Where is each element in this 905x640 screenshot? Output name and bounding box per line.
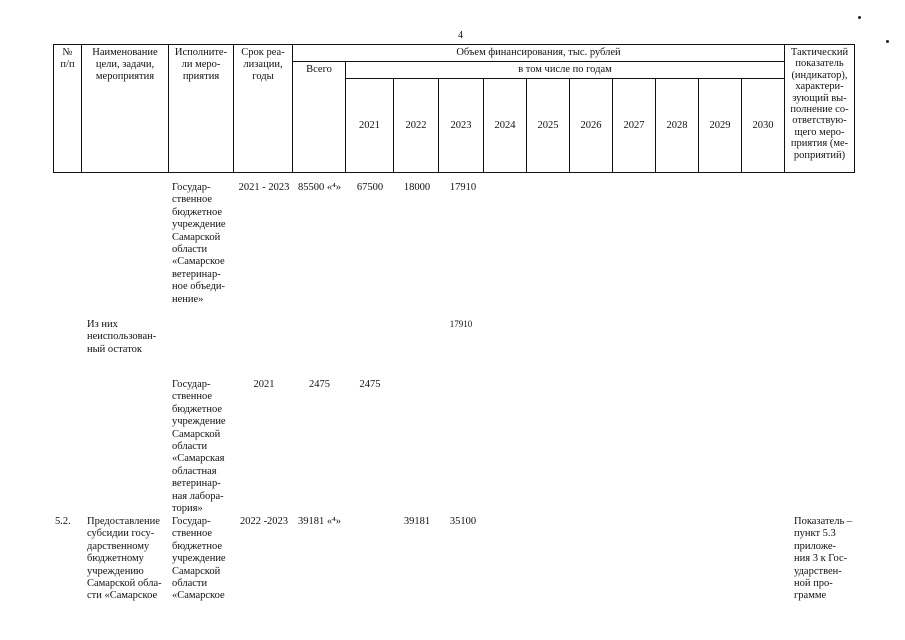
row-executor: Государ- ственное бюджетное учреждение Самарской области «Самарское — [172, 516, 226, 602]
col-header-year: 2021 — [346, 79, 394, 173]
page-number: 4 — [458, 30, 463, 41]
col-header-year: 2023 — [439, 79, 484, 173]
row-year-2023: 17910 — [449, 182, 477, 193]
row-executor: Государ- ственное бюджетное учреждение Самарской области «Самарская областная ветеринар- ная лабора- тория» — [172, 379, 226, 515]
row-executor: Государ- ственное бюджетное учреждение Самарской области «Самарское ветеринар- ное объеди- нение» — [172, 182, 226, 305]
row-number: 5.2. — [55, 516, 71, 527]
row-year-2021: 67500 — [356, 182, 384, 193]
col-header-year: 2024 — [484, 79, 527, 173]
row-year-2023: 17910 — [449, 319, 473, 329]
col-header-by-years: в том числе по годам — [346, 62, 785, 79]
col-header-year: 2028 — [656, 79, 699, 173]
row-year-2023: 35100 — [449, 516, 477, 527]
col-header-year: 2030 — [742, 79, 785, 173]
row-total: 85500 «⁴» — [297, 182, 342, 193]
col-header-name: Наименование цели, задачи, мероприятия — [82, 45, 169, 173]
col-header-year: 2027 — [613, 79, 656, 173]
row-term: 2022 -2023 — [239, 516, 289, 527]
row-year-2022: 39181 — [403, 516, 431, 527]
row-total: 2475 — [309, 379, 330, 390]
col-header-total: Всего — [293, 62, 346, 173]
table-header — [53, 44, 855, 173]
col-header-term: Срок реа- лизации, годы — [234, 45, 293, 173]
row-indicator: Показатель – пункт 5.3 приложе- ния 3 к Гос- ударствен- ной про- грамме — [794, 516, 853, 602]
scan-speck — [886, 40, 889, 43]
row-name: Предоставление субсидии госу- дарственному бюджетному учреждению Самарской обла- сти «Самарское — [87, 516, 162, 602]
col-header-funding: Объем финансирования, тыс. рублей — [293, 45, 785, 62]
row-total: 39181 «⁴» — [297, 516, 342, 527]
col-header-number: № п/п — [54, 45, 82, 173]
col-header-year: 2025 — [527, 79, 570, 173]
row-name: Из них неиспользован- ный остаток — [87, 319, 157, 355]
col-header-year: 2029 — [699, 79, 742, 173]
row-term: 2021 — [253, 379, 275, 390]
row-year-2022: 18000 — [403, 182, 431, 193]
row-year-2021: 2475 — [359, 379, 381, 390]
row-term: 2021 - 2023 — [238, 182, 290, 193]
col-header-indicator: Тактический показатель (индикатор), характери- зующий вы- полнение со- ответствую- щего меро- приятия (ме- роприятий) — [785, 45, 855, 173]
col-header-year: 2026 — [570, 79, 613, 173]
scan-speck — [858, 16, 861, 19]
col-header-executor: Исполните- ли меро- приятия — [169, 45, 234, 173]
col-header-year: 2022 — [394, 79, 439, 173]
